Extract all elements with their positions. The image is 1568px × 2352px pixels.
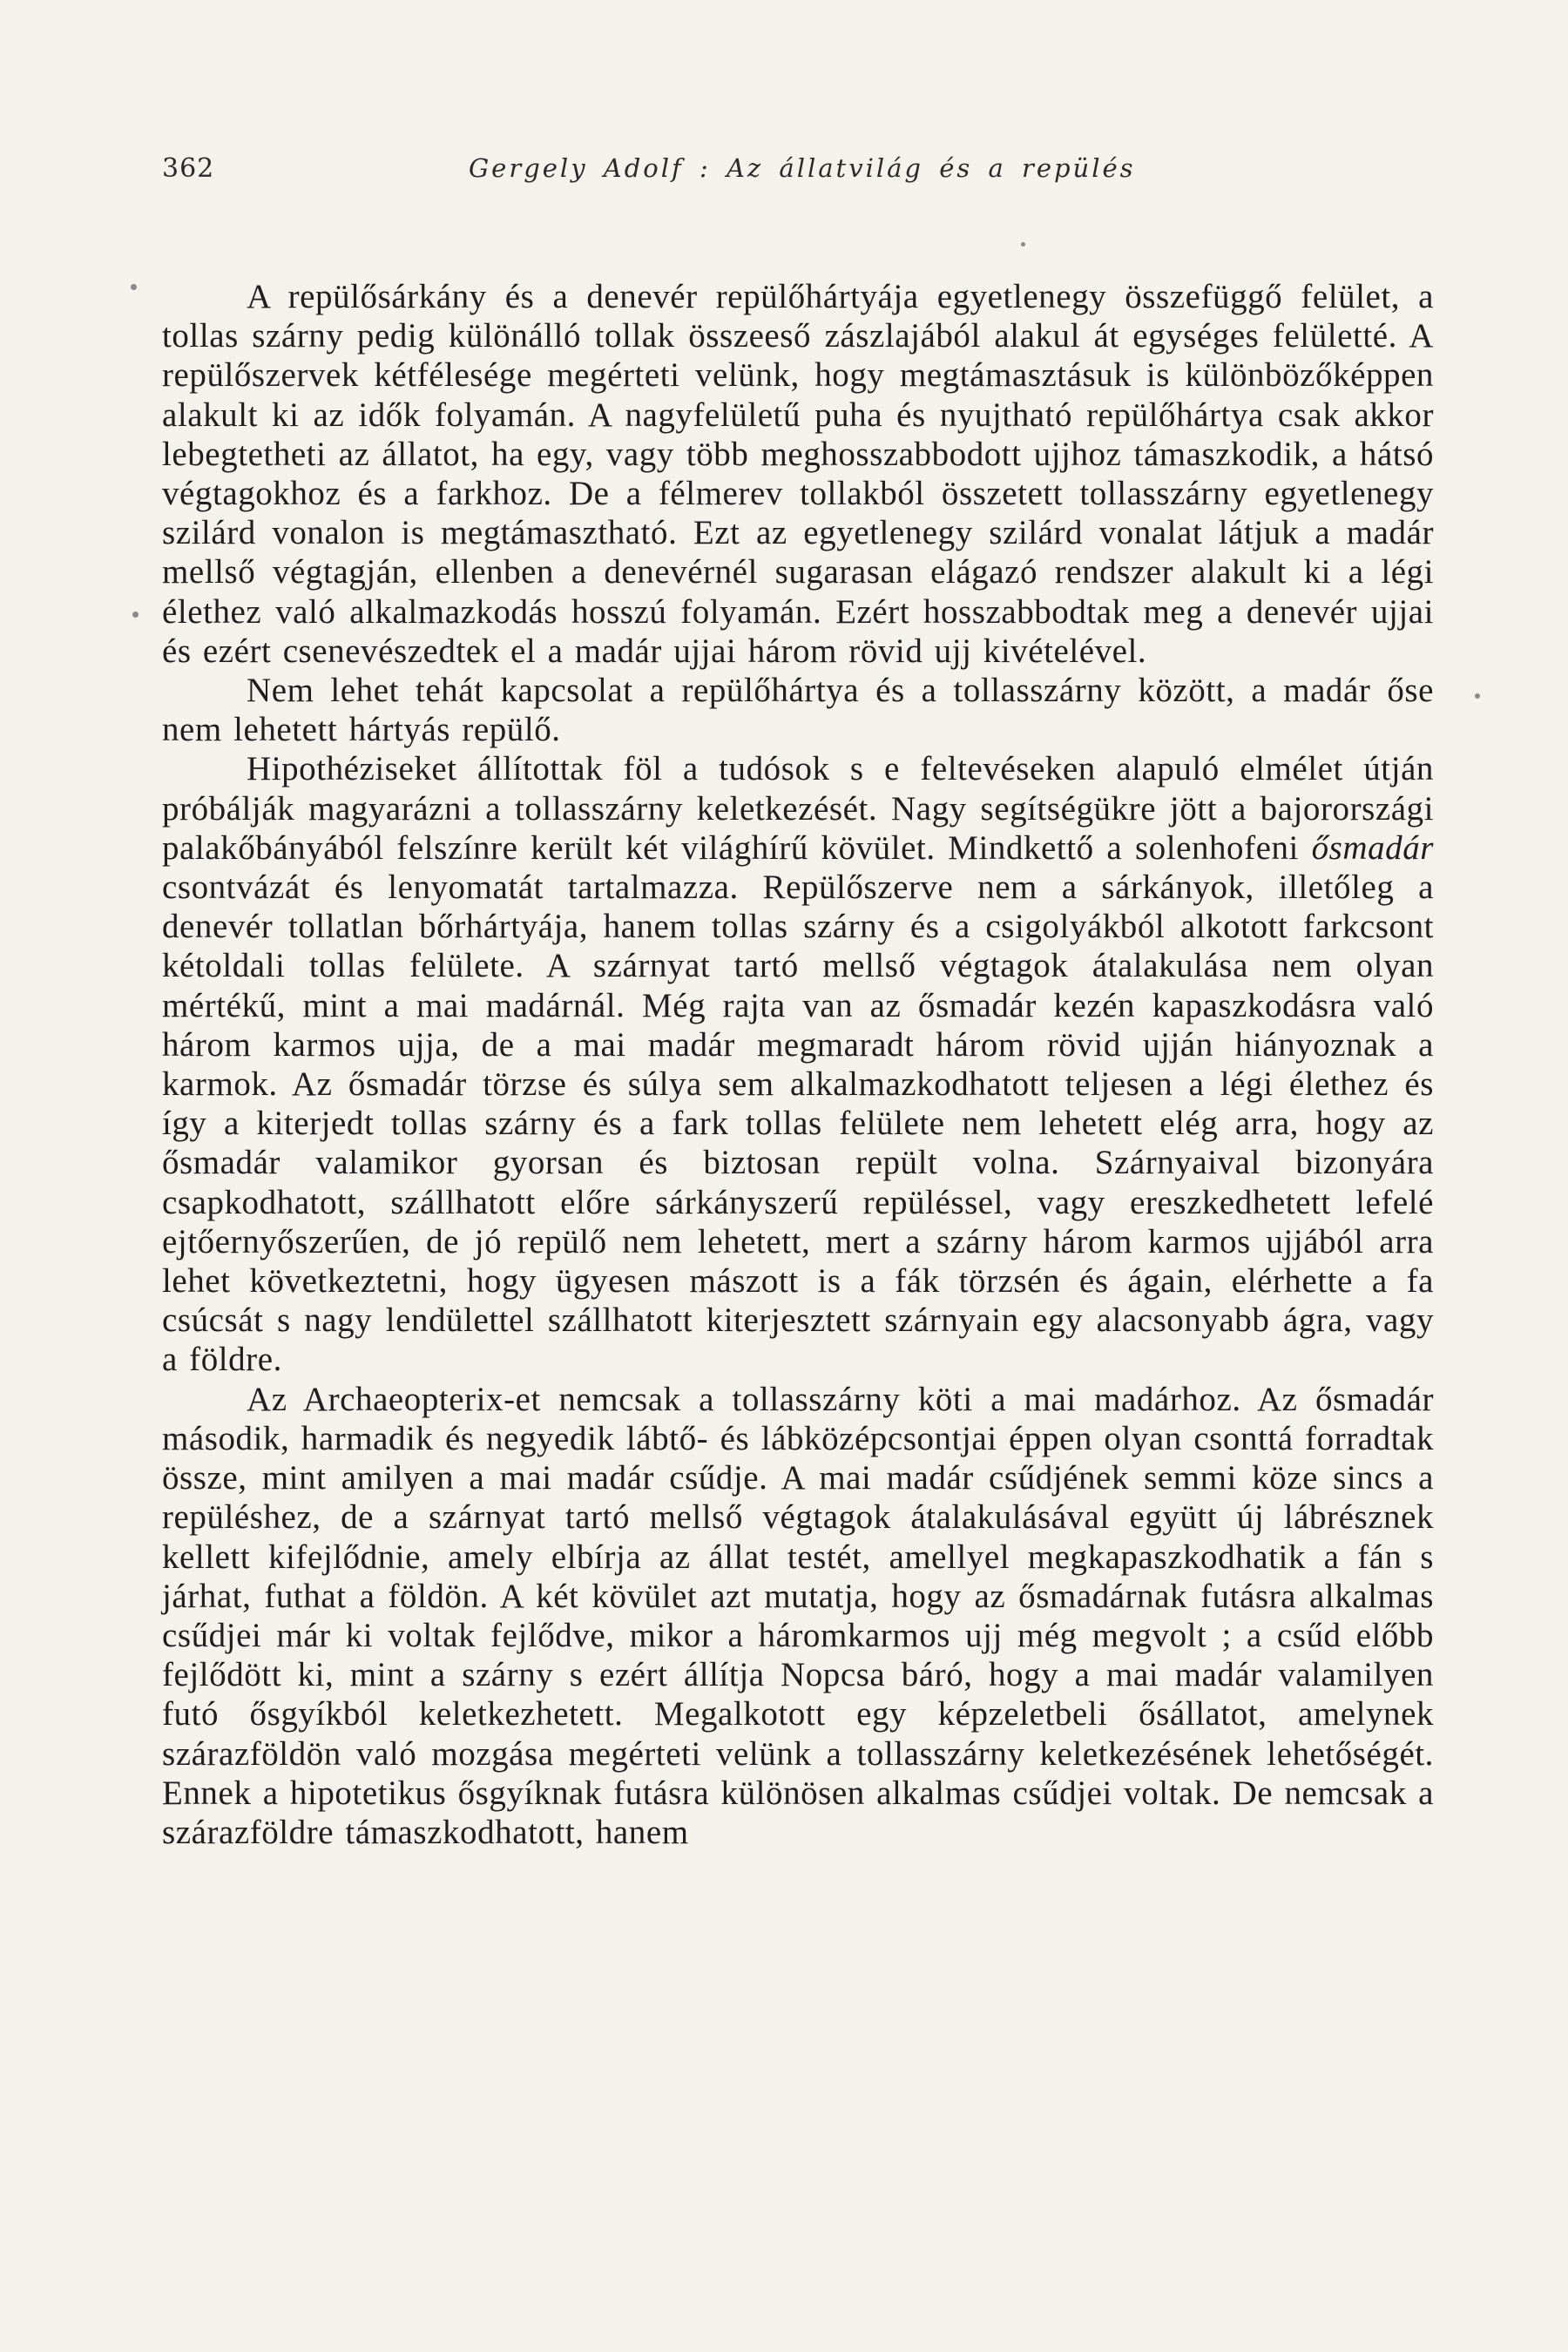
body-text <box>162 277 1434 1852</box>
paragraph-4: Az Archaeopterix-et nemcsak a tollasszárny köti a mai madárhoz. Az ősmadár második, harmadik és negyedik lábtő- és lábközépcsontjai éppen olyan csonttá forradtak össze, mint amilyen a mai madár csűdje. A mai madár csűdjének semmi köze sincs a repüléshez, de a szárnyat tartó mellső végtagok átalakulásával együtt új lábrésznek kellett kifejlődnie, amely elbírja az állat testét, amellyel megkapaszkodhatik a fán s járhat, futhat a földön. A két kövület azt mutatja, hogy az ősmadárnak futásra alkalmas csűdjei már ki voltak fejlődve, mikor a háromkarmos ujj még megvolt ; a csűd előbb fejlődött ki, mint a szárny s ezért állítja Nopcsa báró, hogy a mai madár valamilyen futó ősgyíkból keletkezhetett. Megalkotott egy képzeletbeli ősállatot, amelynek szárazföldön való mozgása megérteti velünk a tollasszárny keletkezésének lehetőségét. Ennek a hipotetikus ősgyíknak futásra különösen alkalmas csűdjei voltak. De nemcsak a szárazföldre támaszkodhatott, hanem <box>162 1380 1434 1851</box>
paragraph-3-text-before: Hipothéziseket állítottak föl a tudósok s e feltevéseken alapuló elmélet útján próbálják magyarázni a tollasszárny keletkezését. Nagy segítségükre jött a bajorországi palakőbányából felszínre került két világhírű kövület. Mindkettő a solenhofeni <box>162 750 1434 867</box>
margin-speck <box>131 284 137 290</box>
running-head-title: Gergely Adolf : Az állatvilág és a repülés <box>469 153 1136 183</box>
paragraph-3-text-after: csontvázát és lenyomatát tartalmazza. Repülőszerve nem a sárkányok, illetőleg a denevér tollatlan bőrhártyája, hanem tollas szárny és a csigolyákból alkotott farkcsont kétoldali tollas felülete. A szárnyat tartó mellső végtagok átalakulása nem olyan mértékű, mint a mai madárnál. Még rajta van az ősmadár kezén kapaszkodásra való három karmos ujja, de a mai madár megmaradt három rövid ujján hiányoznak a karmok. Az ősmadár törzse és súlya sem alkalmazkodhatott teljesen a légi élethez és így a kiterjedt tollas szárny és a fark tollas felülete nem lehetett elég arra, hogy az ősmadár valamikor gyorsan és biztosan repült volna. Szárnyaival bizonyára csapkodhatott, szállhatott előre sárkányszerű repüléssel, vagy ereszkedhetett lefelé ejtőernyőszerűen, de jó repülő nem lehetett, mert a szárny három karmos ujjából arra lehet következtetni, hogy ügyesen mászott is a fák törzsén és ágain, elérhette a fa csúcsát s nagy lendülettel szállhatott kiterjesztett szárnyain egy alacsonyabb ágra, vagy a földre. <box>162 868 1434 1379</box>
margin-speck <box>1475 693 1480 699</box>
paragraph-1: A repülősárkány és a denevér repülőhártyája egyetlenegy összefüggő felület, a tollas szárny pedig különálló tollak összeeső zászlajából alakul át egységes felületté. A repülőszervek kétfélesége megérteti velünk, hogy megtámasztásuk is különbözőképpen alakult ki az idők folyamán. A nagyfelületű puha és nyujtható repülőhártya csak akkor lebegtetheti az állatot, ha egy, vagy több meghosszabbodott ujjhoz támaszkodik, a hátsó végtagokhoz és a farkhoz. De a félmerev tollakból összetett tollasszárny egyetlenegy szilárd vonalon is megtámasztható. Ezt az egyetlenegy szilárd vonalat látjuk a madár mellső végtagján, ellenben a denevérnél sugarasan elágazó rendszer alakult ki a légi élethez való alkalmazkodás hosszú folyamán. Ezért hosszabbodtak meg a denevér ujjai és ezért csenevészedtek el a madár ujjai három rövid ujj kivételével. <box>162 278 1434 670</box>
paragraph-3 <box>162 749 1434 1379</box>
margin-speck <box>1021 242 1025 247</box>
running-head <box>162 153 1425 192</box>
italic-term-osmadar: ősmadár <box>1311 828 1434 867</box>
paragraph-2: Nem lehet tehát kapcsolat a repülőhártya és a tollasszárny között, a madár őse nem lehetett hártyás repülő. <box>162 672 1434 749</box>
page-number: 362 <box>162 153 215 184</box>
margin-speck <box>132 612 139 618</box>
